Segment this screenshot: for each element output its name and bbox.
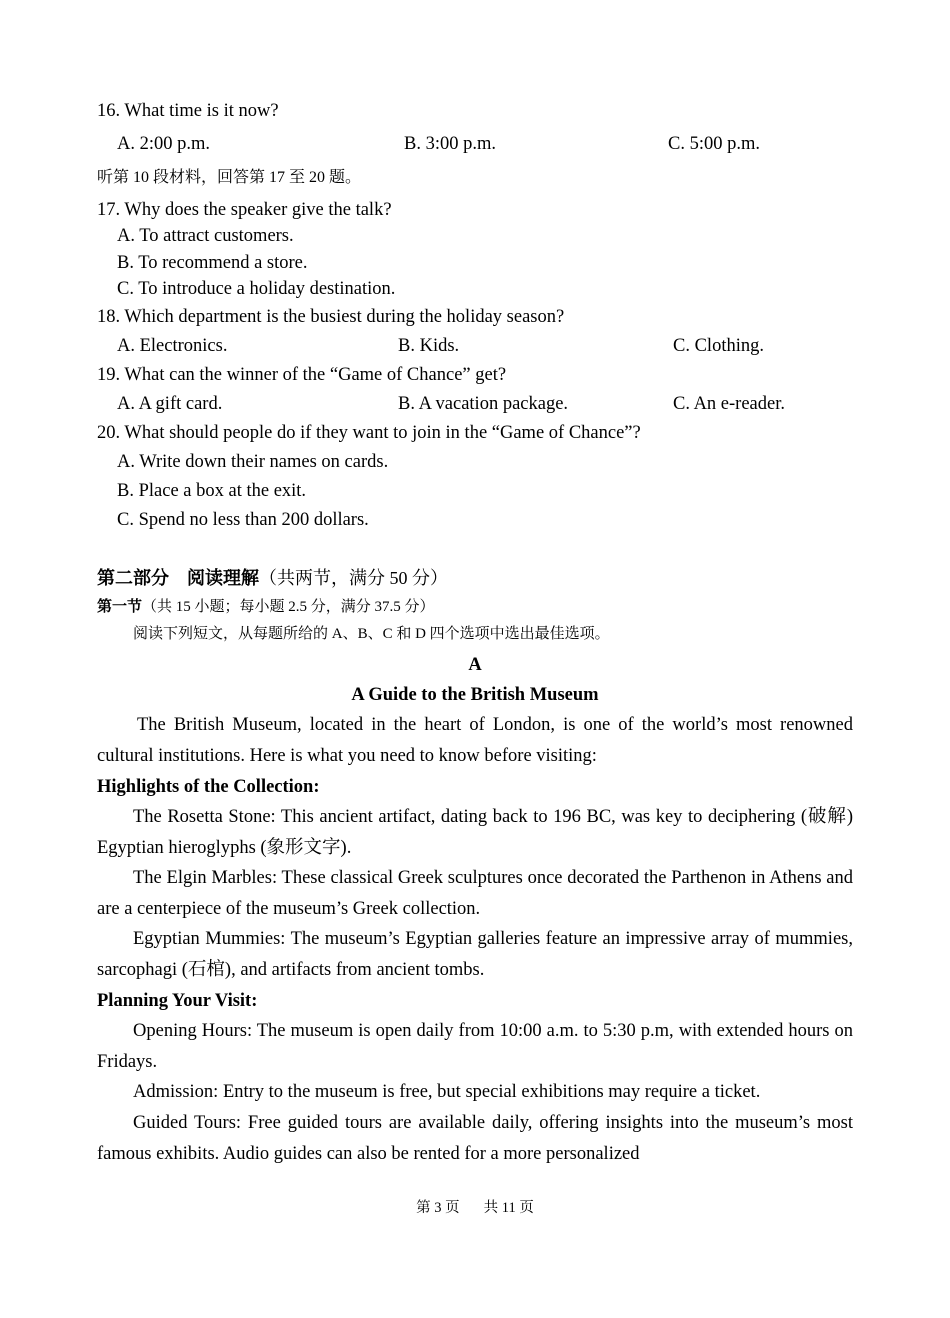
q18-stem: 18. Which department is the busiest during the holiday season? bbox=[97, 307, 565, 327]
q19-option-c: C. An e-reader. bbox=[673, 394, 785, 414]
q17-option-a: A. To attract customers. bbox=[117, 226, 294, 246]
paragraph-rosetta: The Rosetta Stone: This ancient artifact, dating back to 196 BC, was key to deciphering (破解) Egyptian hieroglyphs (象形文字). bbox=[97, 807, 853, 858]
q16-option-c: C. 5:00 p.m. bbox=[668, 134, 760, 154]
q18-option-c: C. Clothing. bbox=[673, 336, 764, 356]
q20-stem: 20. What should people do if they want to join in the “Game of Chance”? bbox=[97, 423, 641, 443]
part2-heading bbox=[97, 567, 448, 589]
q20-option-b: B. Place a box at the exit. bbox=[117, 481, 307, 501]
q16-stem: 16. What time is it now? bbox=[97, 101, 279, 121]
q16-option-b: B. 3:00 p.m. bbox=[404, 134, 496, 154]
q20-option-a: A. Write down their names on cards. bbox=[117, 452, 389, 472]
page-number: 第 3 页 bbox=[416, 1200, 460, 1216]
heading-highlights: Highlights of the Collection: bbox=[97, 777, 320, 797]
q17-option-c: C. To introduce a holiday destination. bbox=[117, 279, 396, 299]
paragraph-elgin: The Elgin Marbles: These classical Greek sculptures once decorated the Parthenon in Athens and are a centerpiece of the museum’s Greek collection. bbox=[97, 868, 853, 919]
q19-stem: 19. What can the winner of the “Game of Chance” get? bbox=[97, 365, 507, 385]
part2-note: （共两节，满分 50 分） bbox=[259, 568, 448, 588]
heading-planning: Planning Your Visit: bbox=[97, 991, 258, 1011]
q17-stem: 17. Why does the speaker give the talk? bbox=[97, 200, 392, 220]
paragraph-admission: Admission: Entry to the museum is free, but special exhibitions may require a ticket. bbox=[133, 1082, 761, 1102]
q16-option-a: A. 2:00 p.m. bbox=[117, 134, 211, 154]
passage-intro: The British Museum, located in the heart of London, is one of the world’s most renowned cultural institutions. Here is what you need to know before visiting: bbox=[97, 715, 853, 766]
part2-title: 第二部分 阅读理解 bbox=[97, 568, 259, 588]
page-footer bbox=[0, 1196, 950, 1217]
q18-option-b: B. Kids. bbox=[398, 336, 460, 356]
page-total: 共 11 页 bbox=[483, 1200, 534, 1216]
q17-option-b: B. To recommend a store. bbox=[117, 253, 308, 273]
paragraph-tours: Guided Tours: Free guided tours are available daily, offering insights into the museum’s most famous exhibits. Audio guides can also be rented for a more personalized bbox=[97, 1113, 853, 1164]
q19-option-a: A. A gift card. bbox=[117, 394, 223, 414]
reading-instruction: 阅读下列短文，从每题所给的 A、B、C 和 D 四个选项中选出最佳选项。 bbox=[133, 626, 610, 642]
section1-note: （共 15 小题；每小题 2.5 分，满分 37.5 分） bbox=[142, 599, 435, 615]
q18-option-a: A. Electronics. bbox=[117, 336, 228, 356]
passage-title: A Guide to the British Museum bbox=[351, 685, 599, 705]
q20-option-c: C. Spend no less than 200 dollars. bbox=[117, 510, 369, 530]
passage-letter: A bbox=[468, 655, 482, 675]
paragraph-hours: Opening Hours: The museum is open daily from 10:00 a.m. to 5:30 p.m, with extended hours on Fridays. bbox=[97, 1021, 853, 1072]
section1-title: 第一节 bbox=[97, 599, 143, 615]
paragraph-mummies: Egyptian Mummies: The museum’s Egyptian galleries feature an impressive array of mummies, sarcophagi (石棺), and artifacts from ancient tombs. bbox=[97, 929, 853, 980]
listening-instruction: 听第 10 段材料，回答第 17 至 20 题。 bbox=[97, 169, 362, 186]
section1-heading bbox=[97, 596, 435, 618]
q19-option-b: B. A vacation package. bbox=[398, 394, 569, 414]
